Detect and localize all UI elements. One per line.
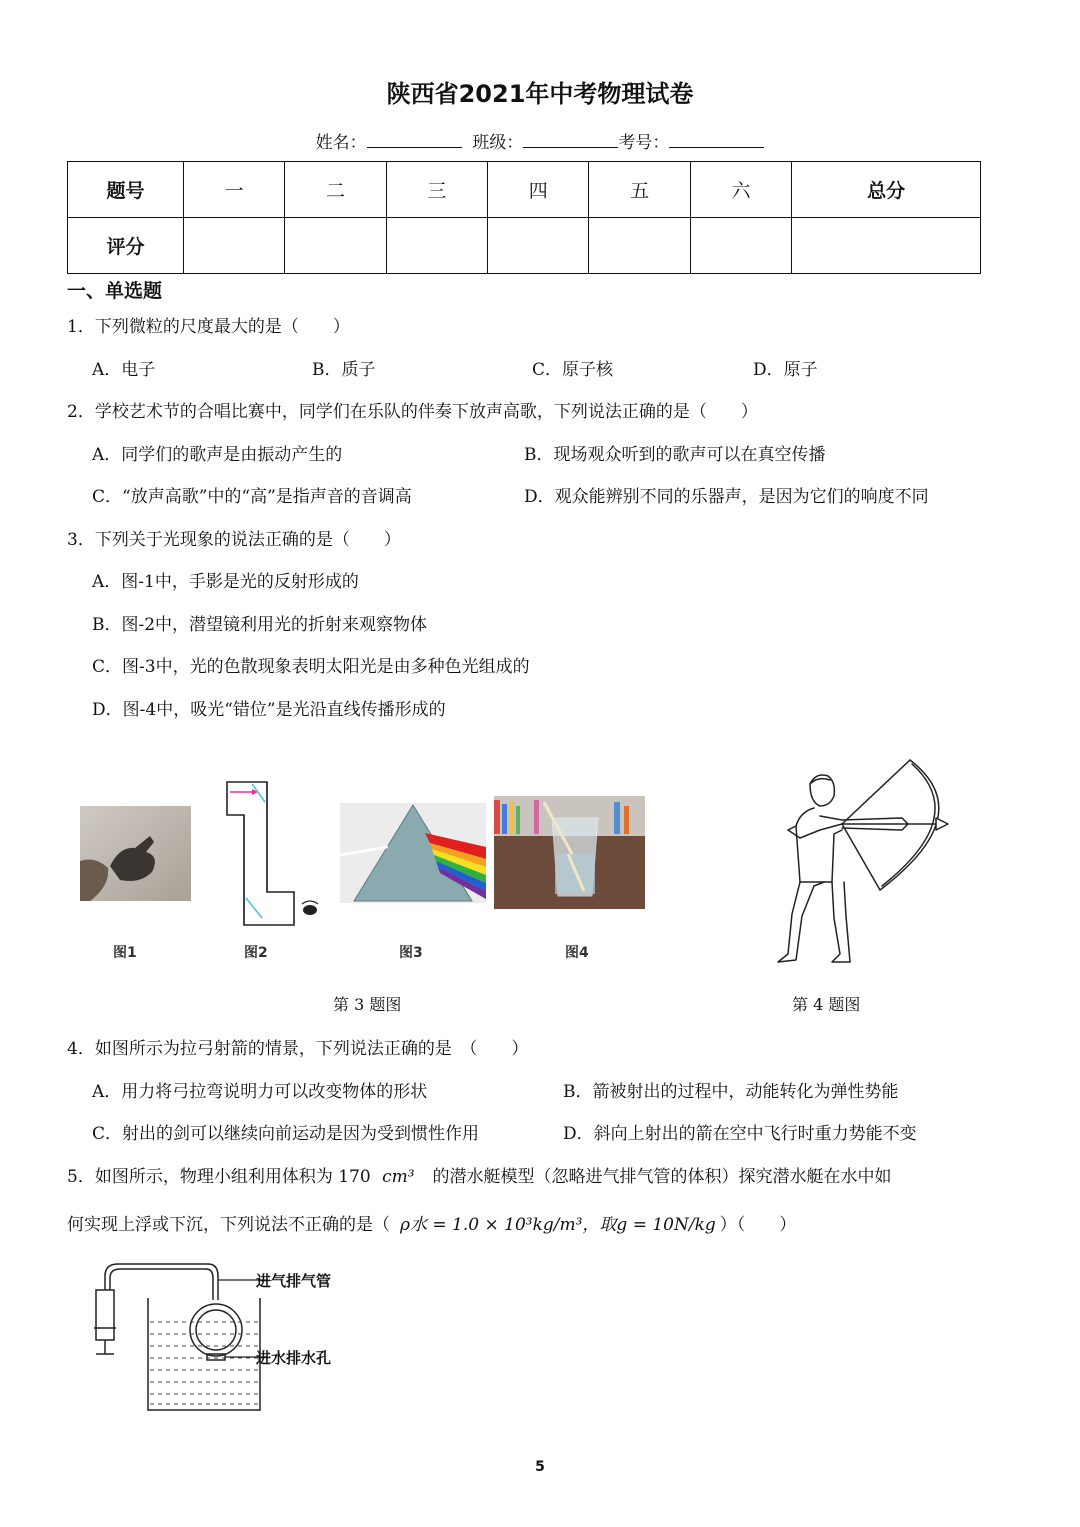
- q2-option-d[interactable]: D．观众能辨别不同的乐器声，是因为它们的响度不同: [524, 487, 929, 507]
- fig2-caption: 图2: [244, 945, 268, 961]
- fig4-caption: 图4: [565, 945, 589, 961]
- q1-option-a[interactable]: A．电子: [92, 360, 156, 380]
- q5-stem-end: 的潜水艇模型（忽略进气排气管的体积）探究潜水艇在水中如: [432, 1167, 892, 1187]
- q5-formula: ρ水 = 1.0 × 10³kg/m³，取g = 10N/kg: [400, 1215, 716, 1235]
- page-title: 陕西省2021年中考物理试卷: [386, 80, 694, 108]
- table-cell: 一: [184, 162, 285, 218]
- question-5-stem-line1: [67, 1162, 892, 1187]
- exam-no-blank[interactable]: [669, 133, 764, 148]
- q5-unit: cm³: [382, 1167, 415, 1187]
- glass-straw-photo: [494, 796, 645, 909]
- score-cell[interactable]: [184, 218, 285, 274]
- q5-stem-line2: 何实现上浮或下沉，下列说法不正确的是（: [67, 1215, 390, 1235]
- section-heading: 一、单选题: [67, 280, 163, 302]
- table-cell: 六: [690, 162, 791, 218]
- fig3-caption: 图3: [399, 945, 423, 961]
- score-table: [67, 161, 981, 274]
- table-cell: 总分: [792, 162, 981, 218]
- hand-shadow-photo: [80, 806, 191, 901]
- submarine-apparatus-diagram: [88, 1258, 268, 1418]
- score-cell[interactable]: [285, 218, 386, 274]
- q3-option-c[interactable]: C．图-3中，光的色散现象表明太阳光是由多种色光组成的: [92, 657, 530, 677]
- question-4-stem: 4．如图所示为拉弓射箭的情景，下列说法正确的是 （ ）: [67, 1039, 529, 1059]
- page-number: 5: [535, 1459, 545, 1475]
- label-water-hole: 进水排水孔: [256, 1349, 332, 1367]
- q4-option-d[interactable]: D．斜向上射出的箭在空中飞行时重力势能不变: [563, 1124, 917, 1144]
- q3-figure-caption: 第 3 题图: [333, 995, 402, 1014]
- q5-stem-start: 5．如图所示，物理小组利用体积为 170: [67, 1167, 371, 1187]
- class-blank[interactable]: [523, 133, 618, 148]
- question-3-stem: 3．下列关于光现象的说法正确的是（ ）: [67, 530, 401, 550]
- q1-option-b[interactable]: B．质子: [312, 360, 376, 380]
- table-cell: 五: [589, 162, 690, 218]
- q2-option-b[interactable]: B．现场观众听到的歌声可以在真空传播: [524, 445, 826, 465]
- q3-option-d[interactable]: D．图-4中，吸光“错位”是光沿直线传播形成的: [92, 700, 446, 720]
- name-blank[interactable]: [367, 133, 462, 148]
- archer-drawing: [770, 754, 950, 970]
- prism-diagram: [340, 803, 486, 903]
- score-cell[interactable]: [589, 218, 690, 274]
- fig1-caption: 图1: [113, 945, 137, 961]
- table-cell: 三: [386, 162, 487, 218]
- table-cell: 评分: [68, 218, 184, 274]
- question-5-stem-line2: [67, 1210, 796, 1235]
- score-header-row: [68, 162, 981, 218]
- name-label: 姓名：: [315, 133, 367, 153]
- q1-option-d[interactable]: D．原子: [753, 360, 818, 380]
- table-cell: 题号: [68, 162, 184, 218]
- table-cell: 二: [285, 162, 386, 218]
- score-cell[interactable]: [792, 218, 981, 274]
- score-value-row: [68, 218, 981, 274]
- q4-option-c[interactable]: C．射出的剑可以继续向前运动是因为受到惯性作用: [92, 1124, 480, 1144]
- q1-option-c[interactable]: C．原子核: [532, 360, 614, 380]
- label-intake-pipe: 进气排气管: [256, 1272, 332, 1290]
- table-cell: 四: [488, 162, 589, 218]
- score-cell[interactable]: [690, 218, 791, 274]
- q4-figure-caption: 第 4 题图: [792, 995, 861, 1014]
- student-info: [0, 128, 1080, 153]
- periscope-diagram: [222, 780, 322, 930]
- q3-option-b[interactable]: B．图-2中，潜望镜利用光的折射来观察物体: [92, 615, 428, 635]
- exam-no-label: 考号：: [618, 133, 670, 153]
- q2-option-a[interactable]: A．同学们的歌声是由振动产生的: [92, 445, 343, 465]
- q4-option-a[interactable]: A．用力将弓拉弯说明力可以改变物体的形状: [92, 1082, 428, 1102]
- score-cell[interactable]: [386, 218, 487, 274]
- q4-option-b[interactable]: B．箭被射出的过程中，动能转化为弹性势能: [563, 1082, 899, 1102]
- question-1-stem: 1．下列微粒的尺度最大的是（ ）: [67, 317, 350, 337]
- q2-option-c[interactable]: C．“放声高歌”中的“高”是指声音的音调高: [92, 487, 412, 507]
- question-2-stem: 2．学校艺术节的合唱比赛中，同学们在乐队的伴奏下放声高歌，下列说法正确的是（ ）: [67, 402, 758, 422]
- class-label: 班级：: [472, 133, 524, 153]
- q5-stem-line2-end: ）（ ）: [719, 1215, 797, 1235]
- q3-option-a[interactable]: A．图-1中，手影是光的反射形成的: [92, 572, 359, 592]
- score-cell[interactable]: [488, 218, 589, 274]
